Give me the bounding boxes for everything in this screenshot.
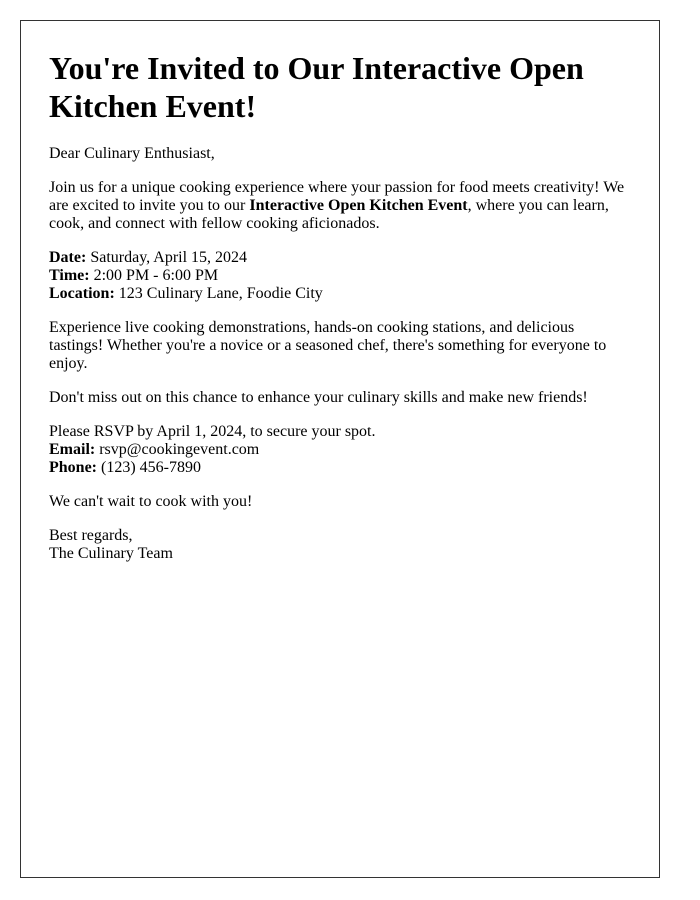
greeting: Dear Culinary Enthusiast, bbox=[49, 145, 215, 162]
phone-label: Phone: bbox=[49, 459, 97, 476]
location-value: 123 Culinary Lane, Foodie City bbox=[114, 285, 323, 302]
event-name: Interactive Open Kitchen Event bbox=[249, 197, 468, 214]
rsvp-line: Please RSVP by April 1, 2024, to secure your spot. bbox=[49, 423, 376, 440]
time-value: 2:00 PM - 6:00 PM bbox=[89, 267, 219, 284]
regards: Best regards, bbox=[49, 527, 133, 544]
email-value: rsvp@cookingevent.com bbox=[95, 441, 260, 458]
time-label: Time: bbox=[49, 267, 90, 284]
intro-paragraph bbox=[49, 179, 631, 233]
closing-line: We can't wait to cook with you! bbox=[49, 493, 253, 510]
experience-paragraph: Experience live cooking demonstrations, hands-on cooking stations, and delicious tastings! Whether you're a novice or a seasoned chef, there's something for everyone to enjoy. bbox=[49, 319, 607, 372]
letter-title: You're Invited to Our Interactive Open Kitchen Event! bbox=[49, 50, 584, 124]
rsvp-section bbox=[49, 423, 631, 477]
intro-text-before: Join us for a unique cooking experience where your passion for food meets creativity! We are excited to invite you to our bbox=[49, 179, 625, 214]
signoff bbox=[49, 527, 631, 563]
dont-miss-paragraph: Don't miss out on this chance to enhance your culinary skills and make new friends! bbox=[49, 389, 588, 406]
date-label: Date: bbox=[49, 249, 87, 266]
intro-text-after: , where you can learn, cook, and connect with fellow cooking aficionados. bbox=[49, 197, 609, 232]
date-value: Saturday, April 15, 2024 bbox=[86, 249, 248, 266]
email-label: Email: bbox=[49, 441, 96, 458]
phone-value: (123) 456-7890 bbox=[97, 459, 201, 476]
event-details bbox=[49, 249, 631, 303]
team-name: The Culinary Team bbox=[49, 545, 173, 562]
invitation-letter bbox=[20, 20, 660, 878]
location-label: Location: bbox=[49, 285, 115, 302]
